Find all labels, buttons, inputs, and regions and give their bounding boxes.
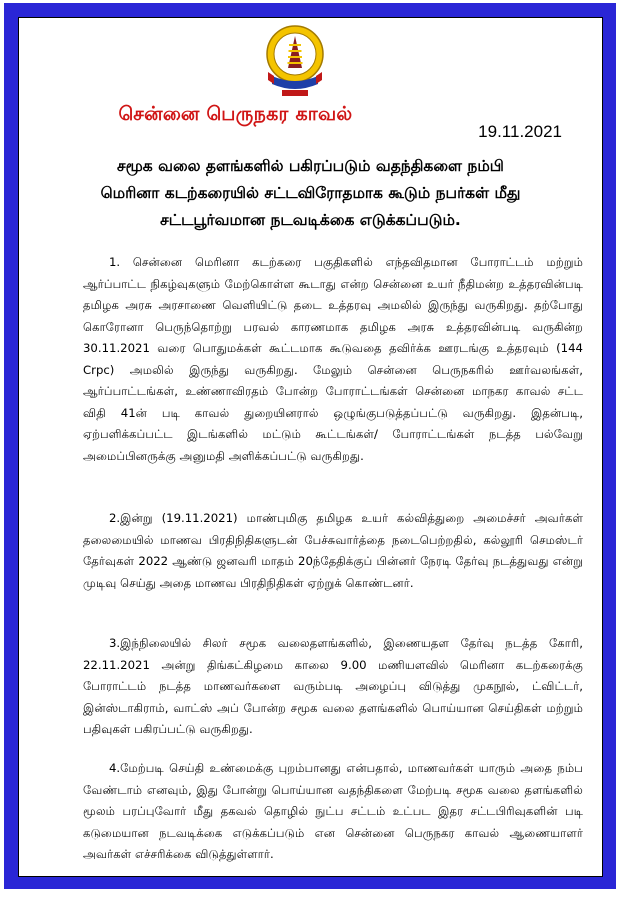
paragraph-1 <box>83 252 583 467</box>
paragraph-3 <box>83 633 583 741</box>
paragraph-3-text: 3.இந்நிலையில் சிலர் சமூக வலைதளங்களில், இணையதள தேர்வு நடத்த கோரி, 22.11.2021 அன்று திங்கட்கிழமை காலை 9.00 மணியளவில் மெரினா கடற்கரைக்கு போராட்டம் நடத்த மாணவர்களை வரும்படி அழைப்பு விடுத்து முகநூல், ட்விட்டர், இன்ஸ்டாகிராம், வாட்ஸ் அப் போன்ற சமூக வலை தளங்களில் பொய்யான செய்திகள் மற்றும் பதிவுகள் பகிரப்பட்டு வருகிறது. <box>83 636 583 736</box>
office-title-text: சென்னை பெருநகர காவல் <box>118 103 353 125</box>
paragraph-2-text: 2.இன்று (19.11.2021) மாண்புமிகு தமிழக உயர் கல்வித்துறை அமைச்சர் அவர்கள் தலைமையில் மாணவ பிரதிநிதிகளுடன் பேச்சுவார்த்தை நடைபெற்றதில், கல்லூரி செமஸ்டர் தேர்வுகள் 2022 ஆண்டு ஜனவரி மாதம் 20ந்தேதிக்குப் பின்னர் நேரடி தேர்வு நடத்துவது என்று முடிவு செய்து அதை மாணவ பிரதிநிதிகள் ஏற்றுக் கொண்டனர். <box>83 511 583 590</box>
subject-line-1: சமூக வலை தளங்களில் பகிரப்படும் வதந்திகளை நம்பி <box>117 157 504 175</box>
paragraph-4 <box>83 758 583 866</box>
document-border <box>4 3 616 889</box>
press-release-date: 19.11.2021 <box>478 122 562 141</box>
document-page <box>18 17 603 877</box>
paragraph-4-text: 4.மேற்படி செய்தி உண்மைக்கு புறம்பானது என்பதால், மாணவர்கள் யாரும் அதை நம்ப வேண்டாம் எனவும், இது போன்று பொய்யான வதந்திகளை மேற்படி சமூக வலை தளங்களில் மூலம் பரப்புவோர் மீது தகவல் தொழில் நுட்ப சட்டம் உட்பட இதர சட்டபிரிவுகளின் படி கடுமையான நடவடிக்கை எடுக்கப்படும் என சென்னை பெருநகர காவல் ஆணையாளர் அவர்கள் எச்சரிக்கை விடுத்துள்ளார். <box>83 761 583 861</box>
subject-heading <box>19 153 602 234</box>
paragraph-2 <box>83 508 583 594</box>
police-emblem-icon <box>264 20 326 102</box>
paragraph-1-text: 1. சென்னை மெரினா கடற்கரை பகுதிகளில் எந்தவிதமான போராட்டம் மற்றும் ஆர்ப்பாட்ட நிகழ்வுகளும் மேற்கொள்ள கூடாது என்ற சென்னை உயர் நீதிமன்ற உத்தரவின்படி தமிழக அரசு அரசாணை வெளியிட்டு தடை உத்தரவு அமலில் இருந்து வருகிறது. தற்போது கொரோனா பெருந்தொற்று பரவல் காரணமாக தமிழக அரசு உத்தரவின்படி வருகின்ற 30.11.2021 வரை பொதுமக்கள் கூட்டமாக கூடுவதை தவிர்க்க ஊரடங்கு உத்தரவும் (144 Crpc) அமலில் இருந்து வருகிறது. மேலும் சென்னை பெருநகரில் ஊர்வலங்கள், ஆர்ப்பாட்டங்கள், உண்ணாவிரதம் போன்ற போராட்டங்கள் சென்னை மாநகர காவல் சட்ட விதி 41ன் படி காவல் துறையினரால் ஒழுங்குபடுத்தப்பட்டு வருகிறது. இதன்படி, ஏற்பளிக்கப்பட்ட இடங்களில் மட்டும் கூட்டங்கள்/ போராட்டங்கள் நடத்த பல்வேறு அமைப்பினருக்கு அனுமதி அளிக்கப்பட்டு வருகிறது. <box>83 255 583 463</box>
subject-line-2: மெரினா கடற்கரையில் சட்டவிரோதமாக கூடும் நபர்கள் மீது <box>100 184 521 202</box>
subject-line-3: சட்டபூர்வமான நடவடிக்கை எடுக்கப்படும். <box>160 211 461 229</box>
